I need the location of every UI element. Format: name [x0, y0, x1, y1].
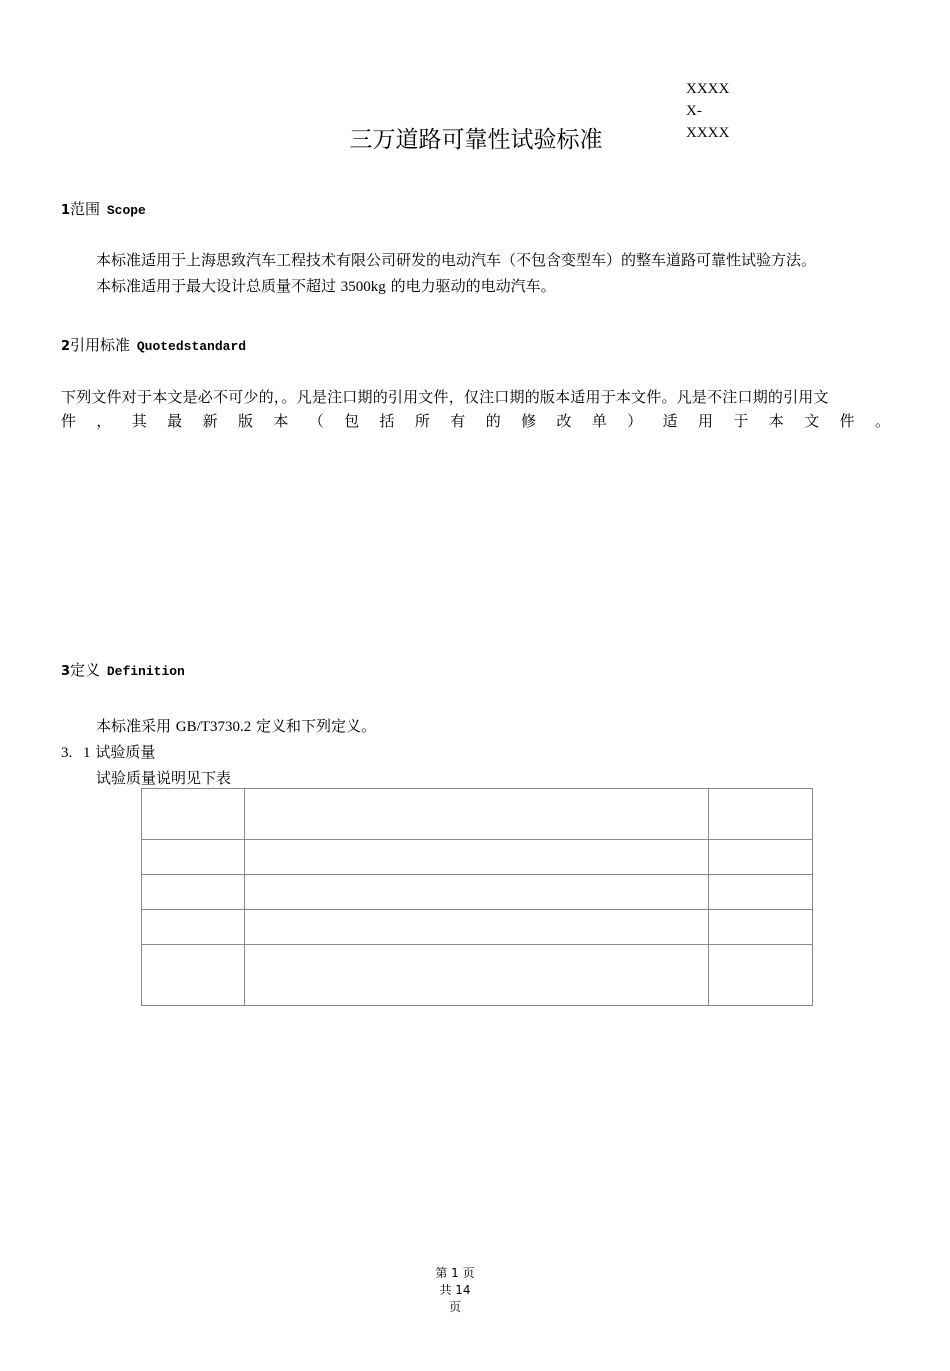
- page-total: 共 14: [439, 1283, 471, 1297]
- justified-char: ）: [627, 412, 643, 430]
- section-number: 1: [61, 203, 71, 218]
- justified-char: 件: [839, 412, 855, 430]
- table-cell: [142, 789, 245, 840]
- document-code-line: X-: [686, 103, 702, 119]
- table-cell: [245, 945, 709, 1006]
- justified-char: 版: [237, 412, 253, 430]
- table-cell: [142, 910, 245, 945]
- subsection-number: 3.: [61, 745, 73, 761]
- scope-paragraph-1: 本标准适用于上海思致汽车工程技术有限公司研发的电动汽车（不包含变型车）的整车道路可靠性试验方法。: [96, 251, 817, 269]
- table-cell: [142, 840, 245, 875]
- justified-char: （: [308, 412, 324, 430]
- referenced-standard-code: GB/T3730.2: [175, 719, 252, 735]
- page-footer: [0, 1265, 910, 1316]
- table-cell: [709, 875, 813, 910]
- justified-char: 本: [768, 412, 784, 430]
- justified-char: 文: [804, 412, 820, 430]
- quoted-standard-line-2: [61, 409, 890, 433]
- justified-char: 的: [485, 412, 501, 430]
- justified-char: 括: [379, 412, 395, 430]
- justified-char: 。: [874, 412, 890, 430]
- scope-paragraph-2-post: 的电力驱动的电动汽车。: [390, 277, 556, 295]
- section-number: 3: [61, 664, 71, 679]
- justified-char: 于: [733, 412, 749, 430]
- justified-char: 最: [167, 412, 183, 430]
- test-mass-table: [141, 788, 813, 1006]
- section-title-en: Definition: [106, 664, 185, 679]
- section-title-cn: 范围: [70, 200, 101, 218]
- section-title-cn: 引用标准: [70, 336, 131, 354]
- section-title-en: Scope: [106, 203, 146, 218]
- table-cell: [709, 945, 813, 1006]
- page-suffix: 页: [448, 1300, 461, 1314]
- table-row: [142, 875, 813, 910]
- justified-char: 有: [450, 412, 466, 430]
- table-row: [142, 910, 813, 945]
- definition-paragraph-pre: 本标准采用: [96, 717, 172, 735]
- scope-paragraph-2: [96, 275, 556, 298]
- subsection-title: 试验质量: [95, 743, 156, 761]
- table-cell: [709, 910, 813, 945]
- justified-char: 所: [414, 412, 430, 430]
- page-current: 第 1 页: [435, 1266, 475, 1280]
- quoted-standard-paragraph: [61, 385, 890, 433]
- table-intro: 试验质量说明见下表: [96, 769, 232, 787]
- section-3-heading: [61, 660, 185, 682]
- table-row: [142, 840, 813, 875]
- table-cell: [245, 840, 709, 875]
- table-cell: [245, 875, 709, 910]
- justified-char: 用: [698, 412, 714, 430]
- justified-char: 单: [591, 412, 607, 430]
- max-mass-value: 3500kg: [340, 279, 386, 295]
- table-cell: [245, 789, 709, 840]
- section-1-heading: [61, 199, 146, 221]
- justified-char: 其: [131, 412, 147, 430]
- table-cell: [142, 945, 245, 1006]
- table-cell: [245, 910, 709, 945]
- section-2-heading: [61, 335, 246, 357]
- table-cell: [142, 875, 245, 910]
- justified-char: 改: [556, 412, 572, 430]
- document-code-line: XXXX: [686, 125, 730, 141]
- definition-paragraph-post: 定义和下列定义。: [256, 717, 377, 735]
- section-title-en: Quotedstandard: [136, 339, 247, 354]
- quoted-standard-line-1: 下列文件对于本文是必不可少的，。凡是注口期的引用文件，仅注口期的版本适用于本文件。凡是不注口期的引用文: [61, 388, 829, 406]
- document-title: 三万道路可靠性试验标准: [349, 127, 603, 153]
- table-row: [142, 945, 813, 1006]
- document-code-line: XXXX: [686, 81, 730, 97]
- justified-char: 适: [662, 412, 678, 430]
- subsection-3-1-heading: [61, 741, 155, 764]
- scope-paragraph-2-pre: 本标准适用于最大设计总质量不超过: [96, 277, 337, 295]
- justified-char: 本: [273, 412, 289, 430]
- section-number: 2: [61, 339, 71, 354]
- table-cell: [709, 840, 813, 875]
- justified-char: 包: [344, 412, 360, 430]
- definition-paragraph: [96, 715, 376, 738]
- table-row: [142, 789, 813, 840]
- justified-char: 新: [202, 412, 218, 430]
- subsection-index: 1: [83, 745, 91, 761]
- section-title-cn: 定义: [70, 661, 101, 679]
- table-cell: [709, 789, 813, 840]
- justified-char: ，: [96, 412, 112, 430]
- justified-char: 修: [521, 412, 537, 430]
- justified-char: 件: [61, 412, 77, 430]
